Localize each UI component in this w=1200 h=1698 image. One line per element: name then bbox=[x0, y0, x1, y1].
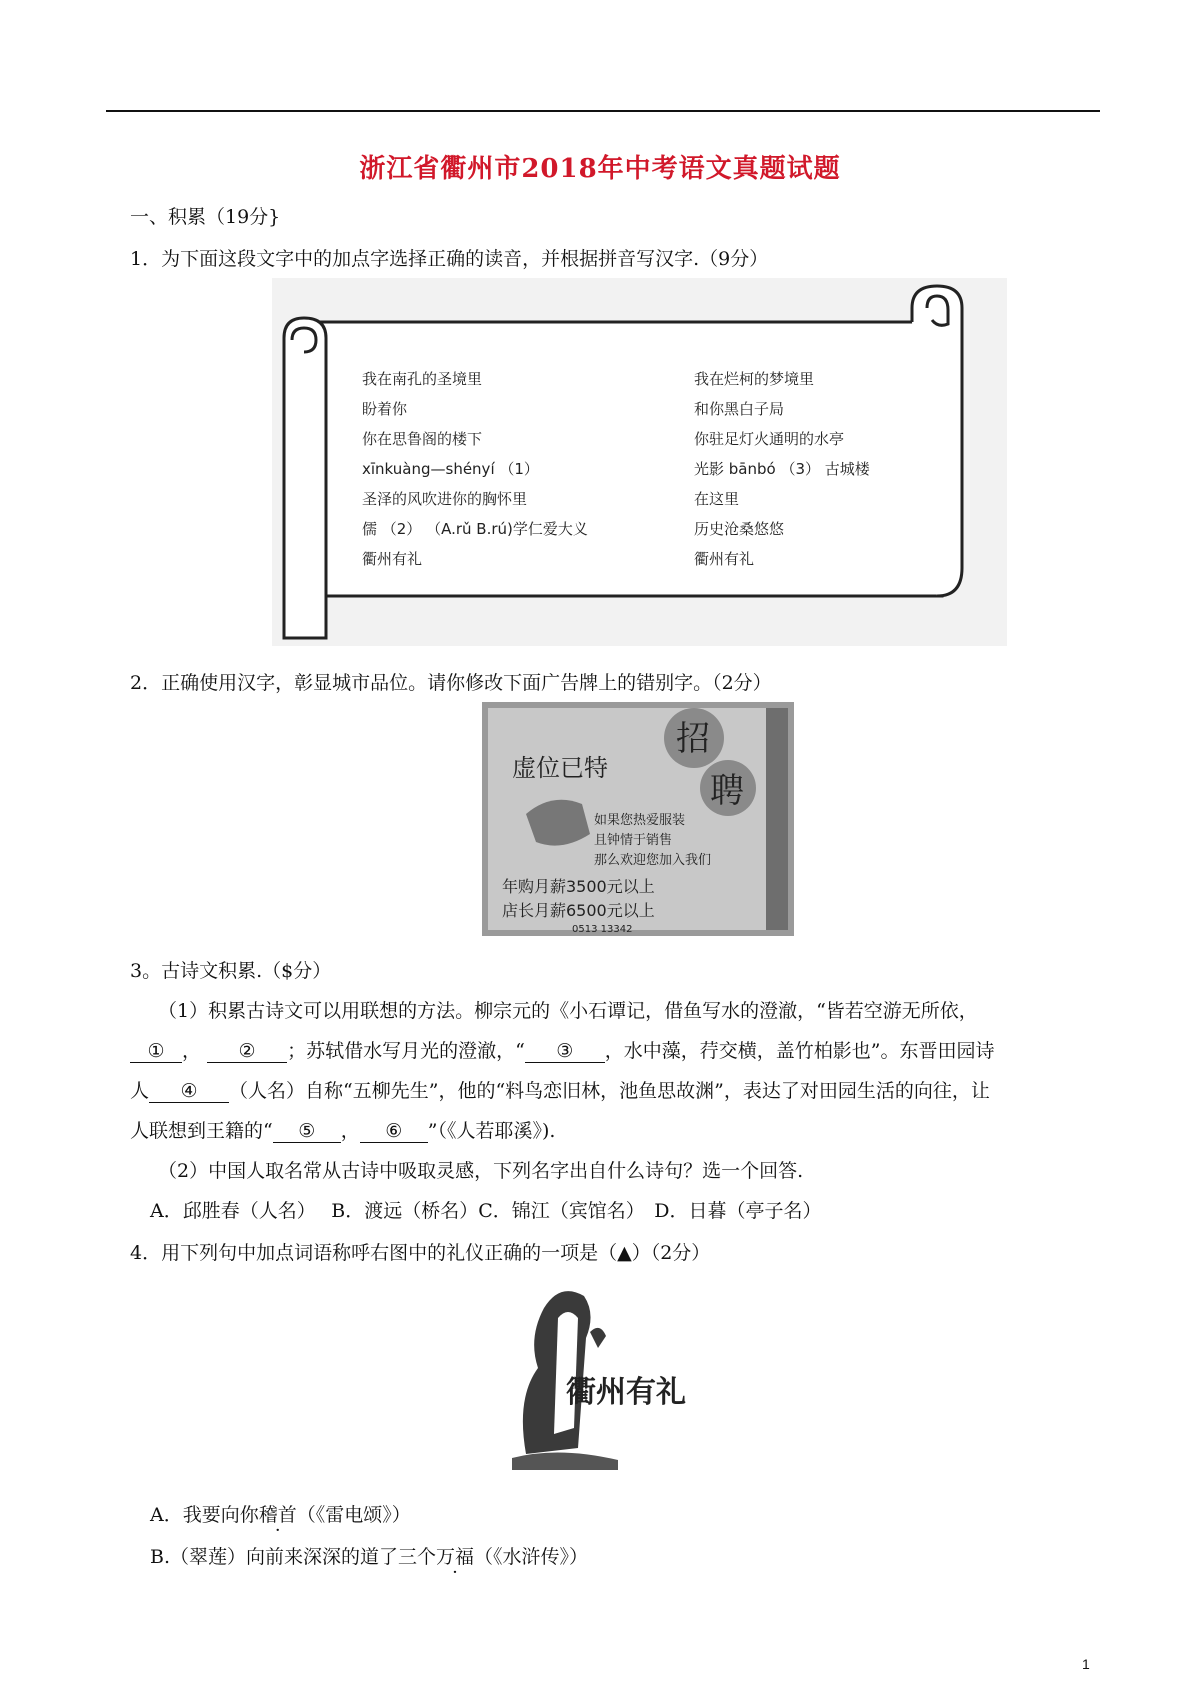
q3-para1-line2 bbox=[130, 1036, 995, 1063]
billboard-line-4: 那么欢迎您加入我们 bbox=[594, 853, 712, 868]
question-3: 3。古诗文积累.（$分） bbox=[130, 960, 332, 982]
q3-para1-line3 bbox=[130, 1076, 990, 1103]
text-segment: ”（《人若耶溪》). bbox=[427, 1120, 556, 1142]
text-segment: ；苏轼借水写月光的澄澈，“ bbox=[287, 1040, 525, 1062]
scroll-right-line-3: 你驻足灯火通明的水亭 bbox=[694, 430, 845, 448]
text-segment: （人名）自称“五柳先生”，他的“料鸟恋旧林，池鱼思故渊”，表达了对田园生活的向往，让 bbox=[229, 1080, 990, 1102]
blank-3[interactable]: ③ bbox=[525, 1040, 605, 1063]
text-segment: （《水浒传》） bbox=[474, 1546, 589, 1568]
blank-1[interactable]: ① bbox=[130, 1040, 182, 1063]
question-2: 2．正确使用汉字，彰显城市品位。请你修改下面广告牌上的错别字。（2分） bbox=[130, 672, 772, 694]
question-1: 1．为下面这段文字中的加点字选择正确的读音，并根据拼音写汉字.（9分） bbox=[130, 248, 769, 270]
text-segment: （《雷电颂》） bbox=[296, 1504, 411, 1526]
scroll-right-line-1: 我在烂柯的梦境里 bbox=[694, 370, 815, 388]
scroll-right-line-2: 和你黑白子局 bbox=[694, 400, 785, 418]
blank-2[interactable]: ② bbox=[207, 1040, 287, 1063]
scroll-left-line-2: 盼着你 bbox=[362, 400, 408, 418]
scroll-left-line-7: 衢州有礼 bbox=[362, 550, 423, 568]
header-rule bbox=[106, 110, 1100, 112]
dotted-word-b bbox=[436, 1542, 474, 1569]
text-segment: 人联想到王籍的“ bbox=[130, 1120, 273, 1142]
scroll-left-line-4: xīnkuàng—shényí （1） bbox=[362, 460, 539, 478]
text-segment: A．我要向你 bbox=[150, 1504, 259, 1526]
billboard-figure bbox=[482, 702, 794, 936]
blank-4[interactable]: ④ bbox=[149, 1080, 229, 1103]
q4-option-a bbox=[150, 1500, 411, 1527]
q3-para1-line1: （1）积累古诗文可以用联想的方法。柳宗元的《小石谭记，借鱼写水的澄澈，“皆若空游无所依， bbox=[158, 1000, 978, 1022]
scroll-figure bbox=[272, 278, 1007, 646]
q4-option-b bbox=[150, 1542, 588, 1569]
billboard-line-1: 虚位已特 bbox=[512, 754, 608, 782]
section-heading: 一、积累（19分} bbox=[130, 206, 281, 228]
dotted-word-a-text: 稽首 bbox=[258, 1504, 297, 1526]
billboard-line-2: 如果您热爱服装 bbox=[594, 813, 686, 828]
blank-6[interactable]: ⑥ bbox=[360, 1120, 428, 1143]
etiquette-figure bbox=[498, 1278, 710, 1472]
billboard-line-3: 且钟情于销售 bbox=[594, 833, 673, 848]
page-number: 1 bbox=[1082, 1656, 1090, 1672]
comma: ， bbox=[182, 1040, 202, 1062]
text-segment: ， bbox=[340, 1120, 360, 1142]
q3-para2: （2）中国人取名常从古诗中吸取灵感，下列名字出自什么诗句？选一个回答. bbox=[158, 1160, 804, 1182]
etiquette-graphic bbox=[498, 1278, 710, 1472]
scroll-left-line-1: 我在南孔的圣境里 bbox=[362, 370, 483, 388]
etiquette-caption: 衢州有礼 bbox=[566, 1375, 686, 1410]
scroll-graphic bbox=[272, 278, 1007, 646]
q3-options: A．邱胜春（人名） B．渡远（桥名）C．锦江（宾馆名） D．日暮（亭子名） bbox=[150, 1200, 822, 1222]
text-segment: 人 bbox=[130, 1080, 150, 1102]
q3-para1-line4 bbox=[130, 1116, 555, 1143]
billboard-graphic bbox=[482, 702, 794, 936]
billboard-line-6: 店长月薪6500元以上 bbox=[502, 901, 655, 920]
text-segment: ，水中藻，荇交横，盖竹柏影也”。东晋田园诗 bbox=[604, 1040, 995, 1062]
billboard-line-5: 年购月薪3500元以上 bbox=[502, 877, 655, 896]
billboard-line-7: 0513 13342 bbox=[572, 924, 633, 935]
scroll-right-line-5: 在这里 bbox=[694, 490, 740, 508]
page-title: 浙江省衢州市2018年中考语文真题试题 bbox=[359, 154, 841, 184]
scroll-left-line-6: 儒 （2） （A.rǔ B.rú)学仁爱大义 bbox=[362, 520, 588, 538]
text-segment: B.（翠莲）向前来深深的道了三个 bbox=[150, 1546, 437, 1568]
question-4: 4．用下列句中加点词语称呼右图中的礼仪正确的一项是（▲）（2分） bbox=[130, 1242, 711, 1264]
scroll-left-line-3: 你在思鲁阁的楼下 bbox=[362, 430, 483, 448]
scroll-left-line-5: 圣泽的风吹进你的胸怀里 bbox=[362, 490, 528, 508]
blank-5[interactable]: ⑤ bbox=[273, 1120, 341, 1143]
billboard-big-char-2: 聘 bbox=[710, 771, 744, 811]
scroll-right-line-4: 光影 bānbó （3） 古城楼 bbox=[694, 460, 870, 478]
dotted-word-a bbox=[259, 1500, 297, 1527]
dotted-word-b-text: 万福 bbox=[436, 1546, 475, 1568]
billboard-big-char-1: 招 bbox=[676, 719, 710, 759]
scroll-right-line-7: 衢州有礼 bbox=[694, 550, 755, 568]
scroll-right-line-6: 历史沧桑悠悠 bbox=[694, 520, 785, 538]
